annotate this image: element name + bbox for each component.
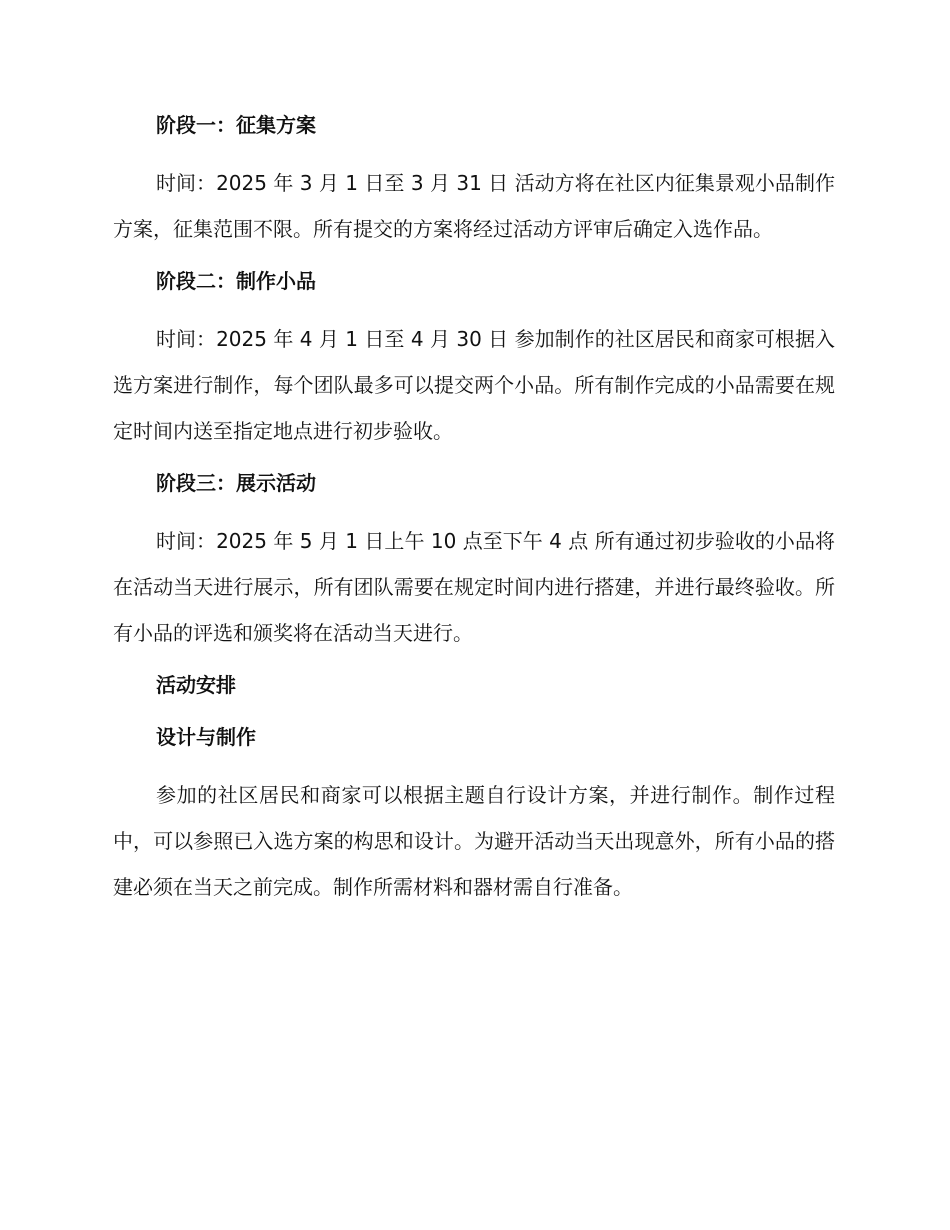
section-heading-stage-2: 阶段二：制作小品 — [156, 269, 316, 293]
section-body-stage-1: 时间：2025 年 3 月 1 日至 3 月 31 日 活动方将在社区内征集景观小品制作方案，征集范围不限。所有提交的方案将经过活动方评审后确定入选作品。 — [113, 171, 835, 241]
design-body: 参加的社区居民和商家可以根据主题自行设计方案，并进行制作。制作过程中，可以参照已入选方案的构思和设计。为避开活动当天出现意外，所有小品的搭建必须在当天之前完成。制作所需材料和器材需自行准备。 — [113, 783, 835, 899]
arrangement-heading: 活动安排 — [156, 673, 236, 697]
document-page — [113, 108, 835, 910]
section-heading-stage-3: 阶段三：展示活动 — [156, 471, 316, 495]
section-body-stage-2: 时间：2025 年 4 月 1 日至 4 月 30 日 参加制作的社区居民和商家可根据入选方案进行制作，每个团队最多可以提交两个小品。所有制作完成的小品需要在规定时间内送至指定地点进行初步验收。 — [113, 327, 835, 443]
section-body-stage-3: 时间：2025 年 5 月 1 日上午 10 点至下午 4 点 所有通过初步验收的小品将在活动当天进行展示，所有团队需要在规定时间内进行搭建，并进行最终验收。所有小品的评选和颁奖将在活动当天进行。 — [113, 529, 835, 645]
section-heading-stage-1: 阶段一：征集方案 — [156, 113, 316, 137]
design-heading: 设计与制作 — [156, 725, 256, 749]
